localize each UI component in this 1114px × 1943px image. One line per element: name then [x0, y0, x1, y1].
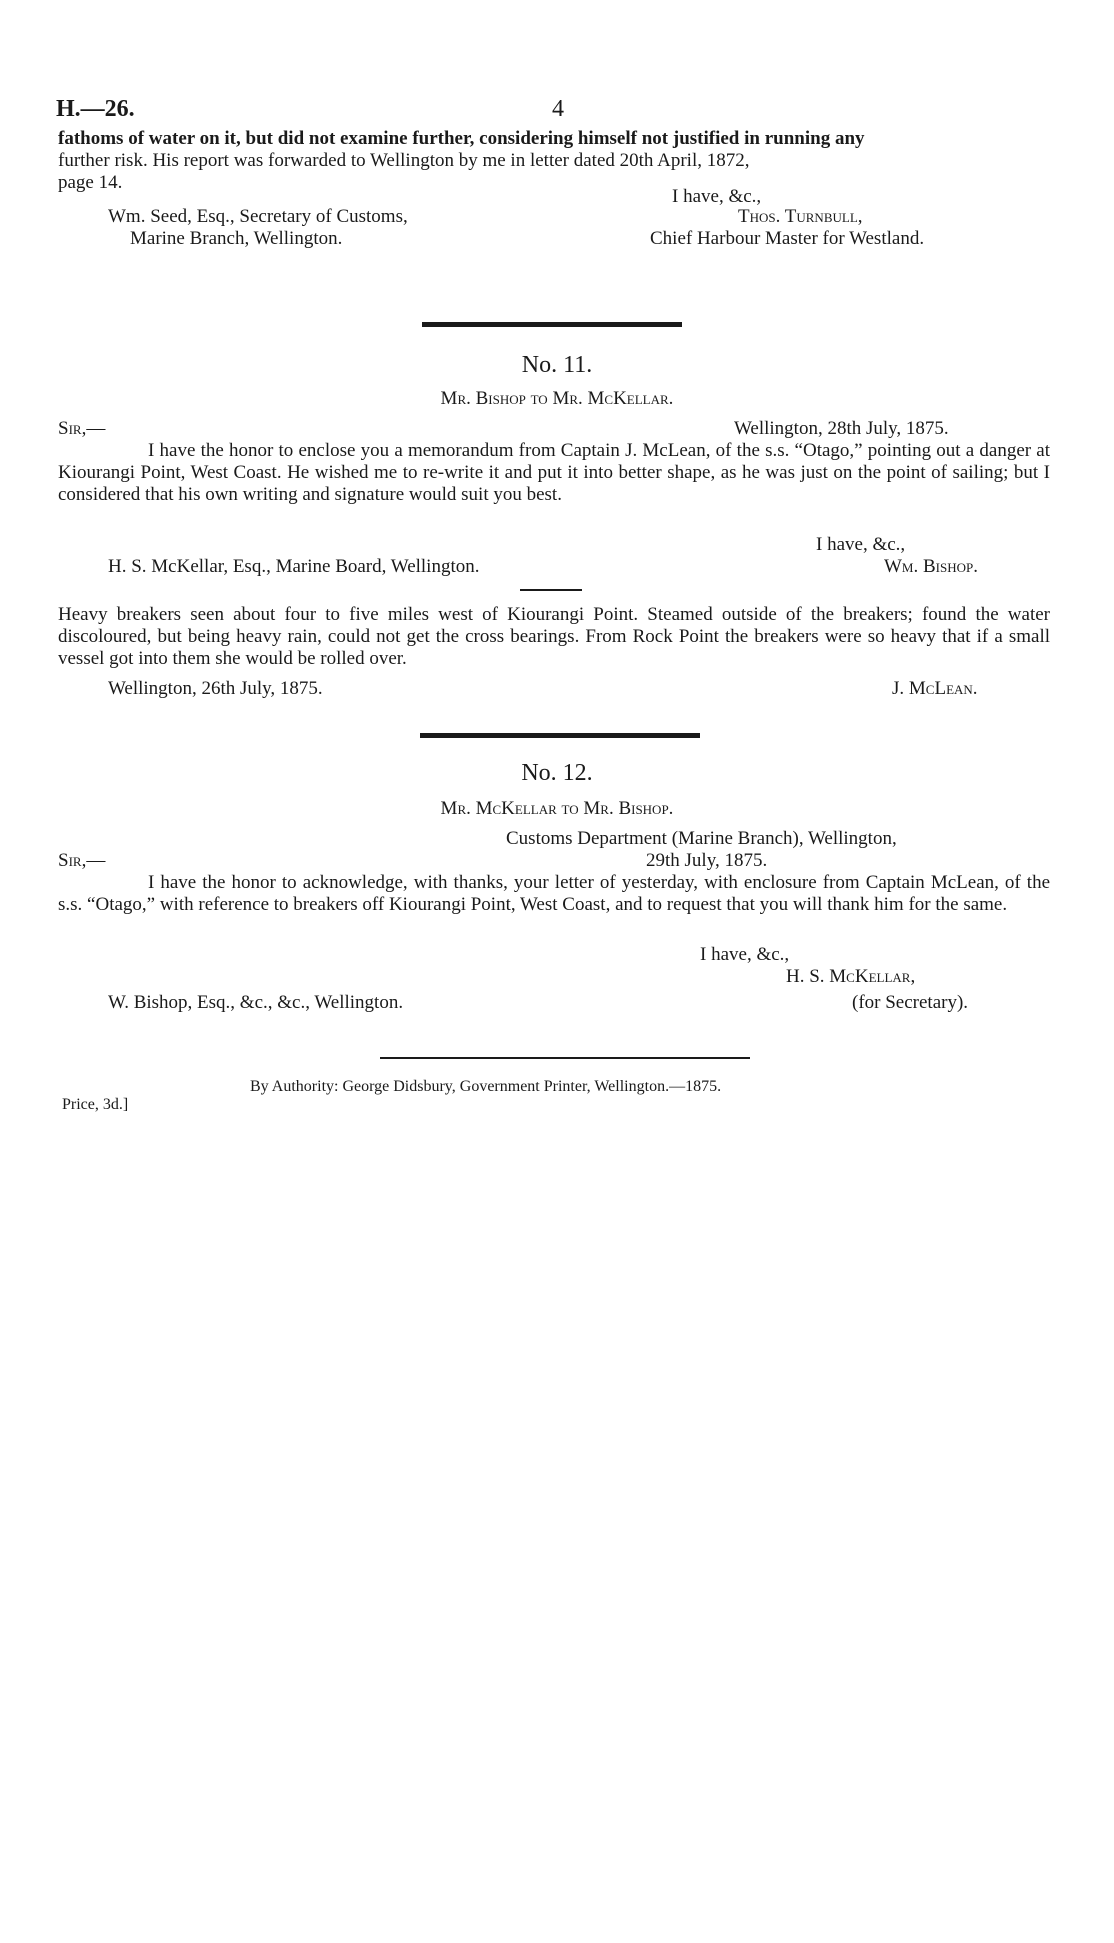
continuation-addressee-1: Wm. Seed, Esq., Secretary of Customs,: [108, 206, 408, 227]
letter-11-salutation: Sir,—: [58, 418, 106, 439]
continuation-line-1: fathoms of water on it, but did not examine further, considering himself not justified in running any: [58, 128, 865, 149]
letter-12-body: I have the honor to acknowledge, with thanks, your letter of yesterday, with enclosure from Captain McLean, of the s.s. “Otago,” with reference to breakers off Kiourangi Point, West Coast, and to request that you will thank him for the same.: [58, 872, 1050, 915]
continuation-line-3: page 14.: [58, 172, 123, 193]
letter-11-memo: Heavy breakers seen about four to five miles west of Kiourangi Point. Steamed outside of the breakers; found the water discoloured, but being heavy rain, could not get the cross bearings. From Rock Point the breakers were so heavy that if a small vessel got into them she would be rolled over.: [58, 604, 1050, 669]
memo-divider: [520, 589, 582, 591]
continuation-line-2: further risk. His report was forwarded to Wellington by me in letter dated 20th April, 1872,: [58, 150, 750, 171]
continuation-title: Chief Harbour Master for Westland.: [650, 228, 925, 249]
letter-12-salutation: Sir,—: [58, 850, 106, 871]
letter-12-closing: I have, &c.,: [700, 944, 790, 965]
letter-11-signature: Wm. Bishop.: [884, 556, 978, 577]
letter-11-from-to: Mr. Bishop to Mr. McKellar.: [440, 388, 674, 409]
section-divider: [420, 733, 700, 738]
letter-12-addressee: W. Bishop, Esq., &c., &c., Wellington.: [108, 992, 404, 1013]
printer-imprint: By Authority: George Didsbury, Government Printer, Wellington.—1875.: [250, 1078, 722, 1095]
page-number: 4: [552, 96, 564, 122]
letter-12-address: Customs Department (Marine Branch), Wellington,: [506, 828, 897, 849]
continuation-closing: I have, &c.,: [672, 186, 762, 207]
letter-11-closing: I have, &c.,: [816, 534, 906, 555]
continuation-addressee-2: Marine Branch, Wellington.: [130, 228, 343, 249]
letter-11-date: Wellington, 28th July, 1875.: [734, 418, 949, 439]
letter-12-from-to: Mr. McKellar to Mr. Bishop.: [440, 798, 674, 819]
section-divider: [422, 322, 682, 327]
letter-12-signature: H. S. McKellar,: [786, 966, 916, 987]
imprint-rule: [380, 1057, 750, 1059]
letter-11-addressee: H. S. McKellar, Esq., Marine Board, Wellington.: [108, 556, 480, 577]
continuation-signature: Thos. Turnbull,: [738, 206, 863, 227]
letter-12-date: 29th July, 1875.: [646, 850, 768, 871]
price-note: Price, 3d.]: [62, 1096, 129, 1113]
letter-11-body: I have the honor to enclose you a memorandum from Captain J. McLean, of the s.s. “Otago,” pointing out a danger at Kiourangi Point, West Coast. He wished me to re-write it and put it into better shape, as he was just on the point of sailing; but I considered that his own writing and signature would suit you best.: [58, 440, 1050, 505]
letter-11-memo-date: Wellington, 26th July, 1875.: [108, 678, 323, 699]
document-reference: H.—26.: [56, 96, 135, 122]
letter-12-signature-note: (for Secretary).: [852, 992, 969, 1013]
letter-11-number: No. 11.: [521, 352, 593, 378]
letter-11-memo-signature: J. McLean.: [892, 678, 978, 699]
letter-12-number: No. 12.: [521, 760, 593, 786]
